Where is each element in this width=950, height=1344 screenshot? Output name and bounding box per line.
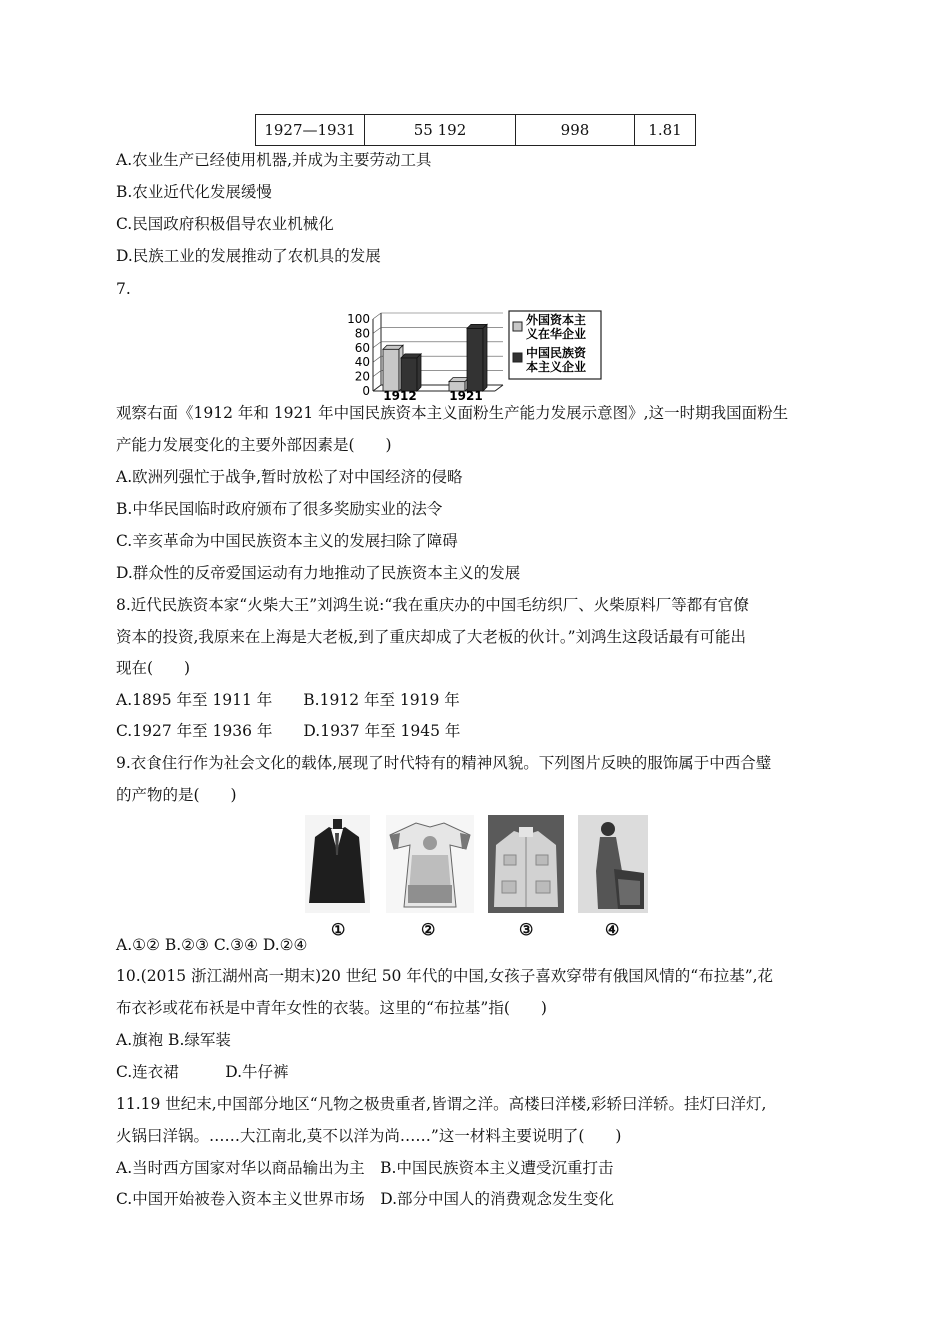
y-tick-label: 80: [354, 326, 370, 341]
q10-stem-line1: 10.(2015 浙江湖州高一期末)20 世纪 50 年代的中国,女孩子喜欢穿带有俄国风情的“布拉基”,花: [116, 967, 774, 985]
q8-option-cd: C.1927 年至 1936 年 D.1937 年至 1945 年: [116, 722, 461, 740]
x-tick-label: 1921: [449, 389, 483, 400]
q7-option-b: B.中华民国临时政府颁布了很多奖励实业的法令: [116, 500, 443, 518]
qipao-picture: [578, 815, 648, 913]
bar-front: [401, 358, 417, 391]
y-tick-label: 40: [354, 355, 370, 370]
table-cell: 1927—1931: [256, 115, 365, 146]
q9-stem-line2: 的产物的是( ): [116, 786, 237, 804]
data-table: [255, 114, 696, 146]
q9-stem-line1: 9.衣食住行作为社会文化的载体,展现了时代特有的精神风貌。下列图片反映的服饰属于中西合璧: [116, 754, 772, 772]
q8-stem-line1: 8.近代民族资本家“火柴大王”刘鸿生说:“我在重庆办的中国毛纺织厂、火柴原料厂等都有官僚: [116, 596, 749, 614]
q7-stem-line2: 产能力发展变化的主要外部因素是( ): [116, 436, 392, 454]
legend-label-foreign-line2: 义在华企业: [526, 327, 587, 341]
picture-label-1: ①: [331, 920, 346, 939]
q9-options: A.①② B.②③ C.③④ D.②④: [116, 936, 308, 954]
q8-option-ab: A.1895 年至 1911 年 B.1912 年至 1919 年: [116, 691, 460, 709]
q11-option-ab: A.当时西方国家对华以商品输出为主 B.中国民族资本主义遭受沉重打击: [116, 1159, 614, 1177]
table-cell: 998: [516, 115, 635, 146]
legend-swatch-domestic: [513, 353, 522, 362]
q11-stem-line1: 11.19 世纪末,中国部分地区“凡物之极贵重者,皆谓之洋。高楼曰洋楼,彩轿曰洋轿。挂灯曰洋灯,: [116, 1095, 767, 1113]
zhongshan-suit-picture: [488, 815, 564, 913]
bar-front: [467, 328, 483, 391]
legend-label-foreign-line1: 外国资本主: [526, 313, 587, 327]
q7-option-a: A.欧洲列强忙于战争,暂时放松了对中国经济的侵略: [116, 468, 463, 486]
suit-picture: [305, 815, 370, 913]
y-tick-label: 60: [354, 340, 370, 355]
bar-side: [483, 324, 487, 391]
q10-stem-line2: 布衣衫或花布袄是中青年女性的衣装。这里的“布拉基”指( ): [116, 999, 547, 1017]
table-row: [256, 115, 696, 146]
table-cell: 1.81: [635, 115, 696, 146]
q7-stem-line1: 观察右面《1912 年和 1921 年中国民族资本主义面粉生产能力发展示意图》,这一时期我国面粉生: [116, 404, 789, 422]
y-tick-label: 20: [354, 369, 370, 384]
qing-robe-picture: [386, 815, 474, 913]
q6-option-c: C.民国政府积极倡导农业机械化: [116, 215, 334, 233]
q8-stem-line3: 现在( ): [116, 659, 191, 677]
bar: [383, 345, 403, 391]
table-cell: 55 192: [365, 115, 516, 146]
q10-option-ab: A.旗袍 B.绿军装: [116, 1031, 231, 1049]
picture-label-2: ②: [421, 920, 436, 939]
q7-option-c: C.辛亥革命为中国民族资本主义的发展扫除了障碍: [116, 532, 458, 550]
q7-number: 7.: [116, 280, 131, 298]
q6-option-a: A.农业生产已经使用机器,并成为主要劳动工具: [116, 151, 432, 169]
bar: [401, 354, 421, 391]
legend-label-domestic-line1: 中国民族资: [526, 346, 587, 360]
picture-label-3: ③: [519, 920, 534, 939]
q11-option-cd: C.中国开始被卷入资本主义世界市场 D.部分中国人的消费观念发生变化: [116, 1190, 615, 1208]
q11-stem-line2: 火锅曰洋锅。……大江南北,莫不以洋为尚……”这一材料主要说明了( ): [116, 1127, 622, 1145]
legend-swatch-foreign: [513, 322, 522, 331]
x-tick-label: 1912: [383, 389, 417, 400]
q6-option-d: D.民族工业的发展推动了农机具的发展: [116, 247, 381, 265]
q6-option-b: B.农业近代化发展缓慢: [116, 183, 272, 201]
bar: [467, 324, 487, 391]
y-tick-label: 0: [362, 384, 370, 398]
q8-stem-line2: 资本的投资,我原来在上海是大老板,到了重庆却成了大老板的伙计。”刘鸿生这段话最有可能出: [116, 628, 747, 646]
y-tick-label: 100: [347, 312, 370, 326]
bar-front: [383, 349, 399, 391]
flour-capacity-chart: [343, 305, 613, 400]
legend-label-domestic-line2: 本主义企业: [526, 360, 587, 374]
q10-option-cd: C.连衣裙 D.牛仔裤: [116, 1063, 289, 1081]
q7-option-d: D.群众性的反帝爱国运动有力地推动了民族资本主义的发展: [116, 564, 521, 582]
bar-side: [417, 354, 421, 391]
picture-label-4: ④: [605, 920, 620, 939]
